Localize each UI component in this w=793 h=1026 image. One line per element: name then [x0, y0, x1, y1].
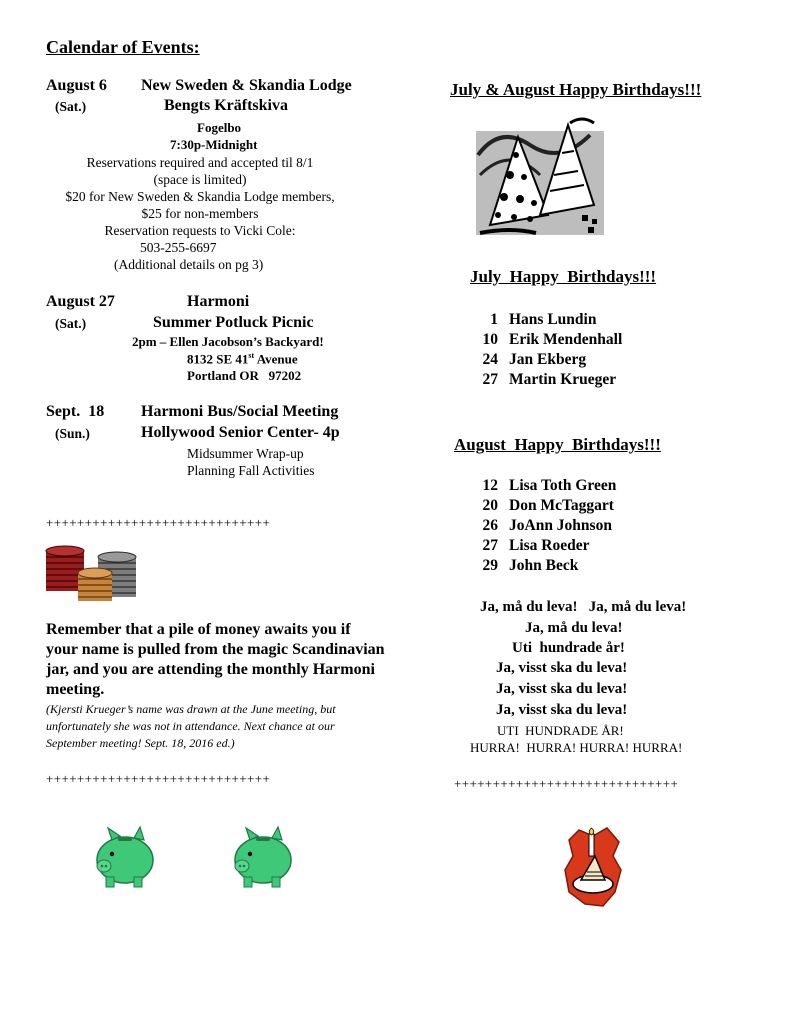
piggy-bank-icon [90, 822, 160, 892]
song-line: HURRA! HURRA! HURRA! HURRA! [470, 740, 683, 755]
song-line: Ja, visst ska du leva! [496, 660, 628, 676]
piggy-bank-icon [228, 822, 298, 892]
detail-line: (Additional details on pg 3) [114, 257, 264, 272]
july-heading: July Happy Birthdays!!! [470, 267, 657, 286]
party-hats-icon [470, 115, 610, 245]
event-subtitle: Bengts Kräftskiva [164, 97, 288, 114]
event-details [40, 154, 360, 273]
song-line: Ja, må du leva! Ja, må du leva! [480, 599, 687, 615]
detail-phone: 503-255-6697 [140, 240, 217, 255]
song-line: UTI HUNDRADE ÅR! [497, 723, 624, 738]
detail-line: (space is limited) [153, 172, 247, 187]
birthday-row: 12 Lisa Toth Green [482, 477, 617, 494]
detail-line: Reservations required and accepted til 8/1 [86, 155, 314, 170]
event-detail: Midsummer Wrap-up [187, 446, 304, 461]
detail-line: Reservation requests to Vicki Cole: [104, 223, 296, 238]
separator: +++++++++++++++++++++++++++++ [46, 515, 271, 530]
event-date: August 6 [46, 77, 107, 94]
money-pile-icon [44, 543, 140, 605]
event-subtitle: Summer Potluck Picnic [153, 314, 314, 331]
money-reminder: Remember that a pile of money awaits you if your name is pulled from the magic Scandinavian jar, and you are attending the monthly Harmoni meeting. [46, 621, 385, 698]
birthday-row: 26 JoAnn Johnson [482, 517, 612, 534]
birthday-row: 20 Don McTaggart [482, 497, 614, 514]
event-detail: Planning Fall Activities [187, 463, 315, 478]
event-day: (Sat.) [55, 99, 87, 114]
event-venue: Fogelbo [197, 120, 242, 135]
song-line: Ja, visst ska du leva! [496, 681, 628, 697]
coin-stack-orange [78, 568, 112, 601]
event-time-place: 2pm – Ellen Jacobson’s Backyard! [132, 334, 324, 349]
song-line: Ja, visst ska du leva! [496, 702, 628, 718]
birthday-row: 10 Erik Mendenhall [482, 331, 623, 348]
birthdays-heading: July & August Happy Birthdays!!! [450, 80, 702, 99]
event-subtitle: Hollywood Senior Center- 4p [141, 424, 340, 441]
event-day: (Sun.) [55, 426, 90, 441]
august-heading: August Happy Birthdays!!! [454, 435, 661, 454]
calendar-heading: Calendar of Events: [46, 37, 200, 57]
birthday-row: 24 Jan Ekberg [482, 351, 587, 368]
birthday-row: 1 Hans Lundin [490, 311, 597, 328]
event-city: Portland OR 97202 [187, 368, 302, 383]
birthday-row: 27 Martin Krueger [482, 371, 617, 388]
event-title: Harmoni Bus/Social Meeting [141, 403, 339, 420]
separator: +++++++++++++++++++++++++++++ [454, 776, 679, 791]
birthday-cake-icon [563, 826, 623, 908]
event-title: New Sweden & Skandia Lodge [141, 77, 352, 94]
event-day: (Sat.) [55, 316, 87, 331]
event-time: 7:30p-Midnight [170, 137, 258, 152]
birthday-row: 27 Lisa Roeder [482, 537, 590, 554]
detail-line: $20 for New Sweden & Skandia Lodge members, [65, 189, 335, 204]
event-date: Sept. 18 [46, 403, 105, 420]
song-line: Ja, må du leva! [525, 620, 623, 636]
money-note: (Kjersti Krueger’s name was drawn at the June meeting, but unfortunately she was not in attendance. Next chance at our September meeting! Sept. 18, 2016 ed.) [46, 702, 336, 750]
birthday-row: 29 John Beck [482, 557, 579, 574]
detail-line: $25 for non-members [141, 206, 259, 221]
song-line: Uti hundrade år! [512, 640, 625, 656]
event-title: Harmoni [187, 293, 250, 310]
event-date: August 27 [46, 293, 115, 310]
separator: +++++++++++++++++++++++++++++ [46, 771, 271, 786]
event-address: 8132 SE 41st Avenue [187, 351, 298, 367]
